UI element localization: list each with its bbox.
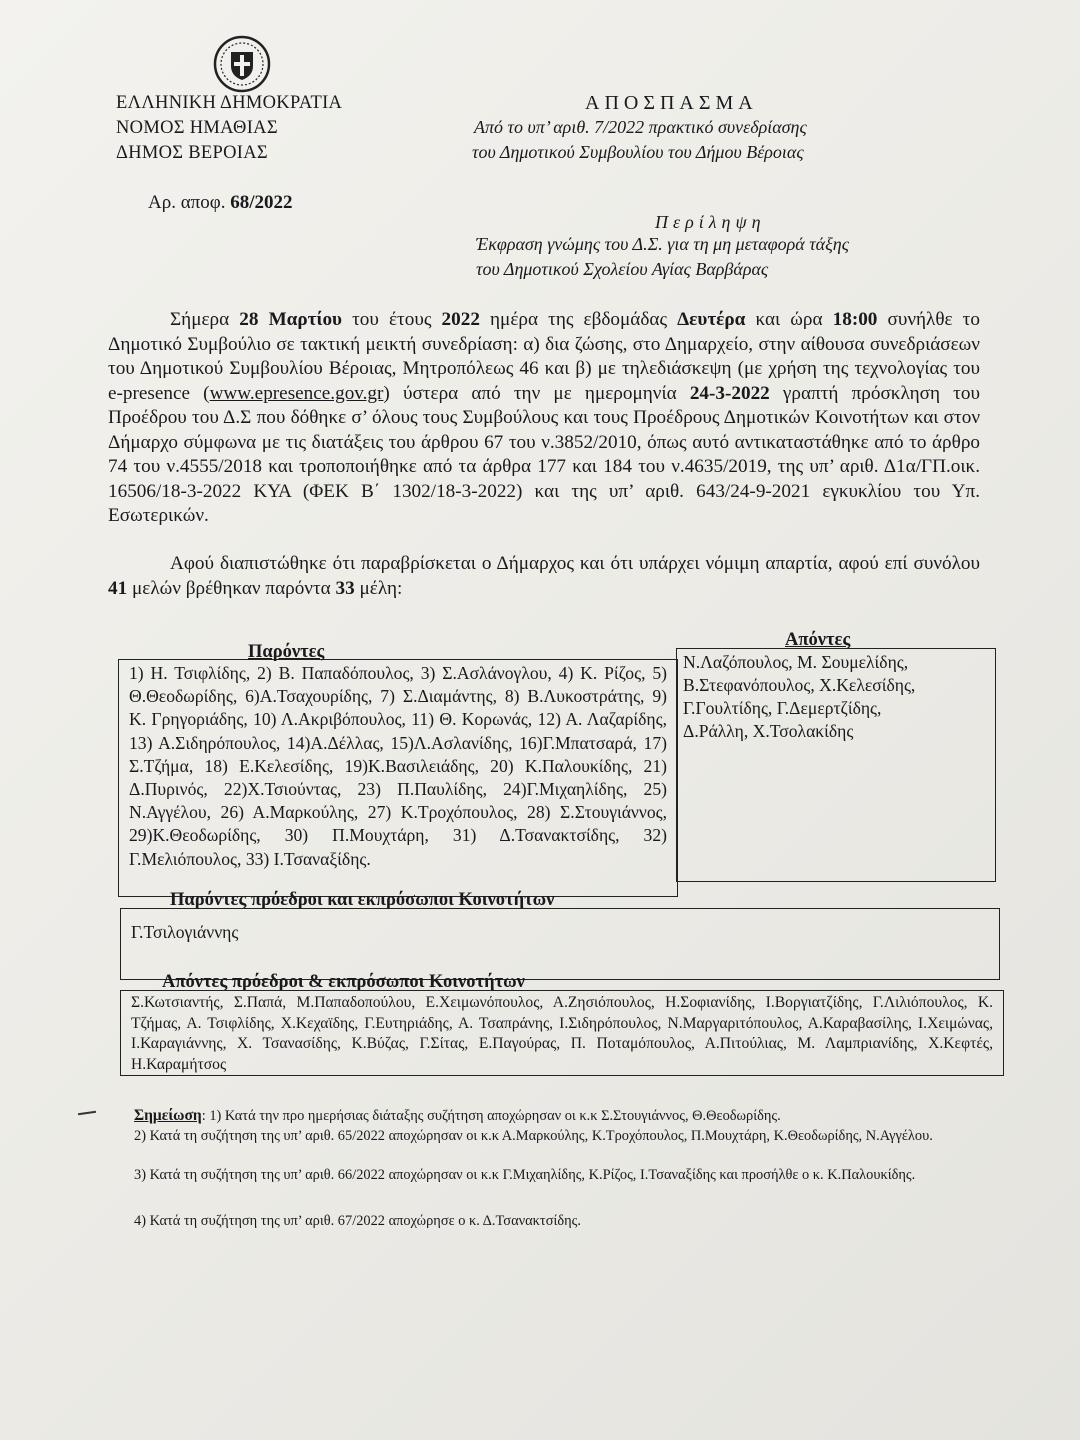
- decision-value: 68/2022: [230, 192, 293, 213]
- communities-present-cell: [120, 908, 1000, 980]
- summary-line-1: Έκφραση γνώμης του Δ.Σ. για τη μη μεταφορά τάξης: [476, 234, 850, 254]
- decision-label: Αρ. αποφ.: [148, 192, 226, 213]
- note-2: 2) Κατά τη συζήτηση της υπ’ αριθ. 65/2022 αποχώρησαν οι κ.κ Α.Μαρκούλης, Κ.Τροχόπουλος, Π.Μουχτάρη, Κ.Θεοδωρίδης, Ν.Αγγέλου.: [134, 1128, 933, 1144]
- note-text: : 1) Κατά την προ ημερήσιας διάταξης συζήτηση αποχώρησαν οι κ.κ Σ.Στουγιάννος, Θ.Θεοδωρίδης.: [201, 1108, 781, 1124]
- present-members-cell: [118, 659, 678, 897]
- communities-absent-cell: [120, 990, 1004, 1076]
- note-3: 3) Κατά τη συζήτηση της υπ’ αριθ. 66/2022 αποχώρησαν οι κ.κ Γ.Μιχαηλίδης, Κ.Ρίζος, Ι.Τσαναξίδης και προσήλθε ο κ. Κ.Παλουκίδης.: [134, 1167, 916, 1183]
- communities-absent-header: Απόντες πρόεδροι & εκπρόσωποι Κοινοτήτων: [162, 972, 525, 992]
- session-day: Δευτέρα: [677, 309, 746, 330]
- session-date: 28 Μαρτίου: [239, 309, 342, 330]
- quorum-paragraph: [108, 552, 980, 601]
- session-paragraph: [108, 308, 980, 529]
- communities-absent-list: Σ.Κωτσιαντής, Σ.Παπά, Μ.Παπαδοπούλου, Ε.Χειμωνόπουλος, Α.Ζησιόπουλος, Η.Σοφιανίδης, Ι.Βοργιατζίδης, Γ.Λιλιόπουλος, Κ. Τζήμας, Α. Τσιφλίδης, Χ.Κεχαϊδης, Γ.Ευτηριάδης, Α. Τσαπράνης, Ι.Σιδηρόπουλος, Ν.Μαργαριτόπουλος, Α.Καραβασίλης, Ι.Χειμώνας, Ι.Καραγιάννης, Χ. Τσανασίδης, Κ.Βύζας, Γ.Σίτας, Ε.Παγούρας, Π. Ποταμόπουλος, Α.Πιτούλιας, Μ. Λαμπριανίδης, Χ.Κεφτές, Η.Καραμήτσος: [131, 994, 993, 1073]
- absent-line: Β.Στεφανόπουλος, Χ.Κελεσίδης,: [683, 675, 916, 695]
- absent-header: Απόντες: [785, 630, 851, 650]
- p1-text: συνήλθε το Δημοτικό Συμβούλιο σε τακτική μεικτή συνεδρίαση: α) δια ζώσης, στο Δημαρχείο, στην αίθουσα συνεδριάσεων του Δημοτικού Συμβουλίου Βέροιας, Μητροπόλεως 46 και β) με τηλεδιάσκεψη (με χρήση της τεχνολογίας του e-presence (: [108, 309, 980, 404]
- header-prefecture: ΝΟΜΟΣ ΗΜΑΘΙΑΣ: [116, 118, 278, 138]
- communities-present-header: Παρόντες πρόεδροι και εκπρόσωποι Κοινοτήτων: [170, 890, 555, 910]
- p2-text: μέλη:: [354, 577, 403, 599]
- header-municipality: ΔΗΜΟΣ ΒΕΡΟΙΑΣ: [116, 143, 268, 163]
- p1-text: ημέρα της εβδομάδας: [479, 309, 678, 330]
- p1-text: ) ύστερα από την με ημερομηνία: [383, 382, 690, 404]
- decision-number: [148, 192, 293, 214]
- p1-text: και ώρα: [745, 309, 833, 330]
- present-members-list: 1) Η. Τσιφλίδης, 2) Β. Παπαδόπουλος, 3) Σ.Ασλάνογλου, 4) Κ. Ρίζος, 5) Θ.Θεοδωρίδης, 6)Α.Τσαχουρίδης, 7) Σ.Διαμάντης, 8) Β.Λυκοστράτης, 9) Κ. Γρηγοριάδης, 10) Λ.Ακριβόπουλος, 11) Θ. Κορωνάς, 12) Α. Λαζαρίδης, 13) Α.Σιδηρόπουλος, 14)Α.Δέλλας, 15)Λ.Ασλανίδης, 16)Γ.Μπατσαρά, 17) Σ.Τζήμα, 18) Ε.Κελεσίδης, 19)Κ.Βασιλειάδης, 20) Κ.Παλουκίδης, 21) Δ.Πυρινός, 22)Χ.Τσιούντας, 23) Π.Παυλίδης, 24)Γ.Μιχαηλίδης, 25) Ν.Αγγέλου, 26) Α.Μαρκούλης, 27) Κ.Τροχόπουλος, 28) Σ.Στουγιάννος, 29)Κ.Θεοδωρίδης, 30) Π.Μουχτάρη, 31) Δ.Τσανακτσίδης, 32) Γ.Μελιόπουλος, 33) Ι.Τσαναξίδης.: [129, 663, 667, 869]
- present-members: 33: [335, 577, 355, 599]
- note-1: [134, 1106, 996, 1127]
- p2-text: Αφού διαπιστώθηκε ότι παραβρίσκεται ο Δήμαρχος και ότι υπάρχει νόμιμη απαρτία, αφού επί συνόλου: [170, 553, 980, 574]
- summary-line-2: του Δημοτικού Σχολείου Αγίας Βαρβάρας: [476, 259, 769, 279]
- coat-of-arms-emblem: [212, 34, 272, 94]
- absent-line: Ν.Λαζόπουλος, Μ. Σουμελίδης,: [683, 652, 909, 672]
- absent-line: Γ.Γουλτίδης, Γ.Δεμερτζίδης,: [683, 698, 882, 718]
- session-year: 2022: [441, 309, 480, 330]
- note-4: 4) Κατά τη συζήτηση της υπ’ αριθ. 67/2022 αποχώρησε ο κ. Δ.Τσανακτσίδης.: [134, 1213, 581, 1229]
- summary-heading: Περίληψη: [655, 212, 766, 232]
- p1-text: Σήμερα: [170, 309, 240, 330]
- communities-present-list: Γ.Τσιλογιάννης: [131, 922, 239, 942]
- absent-members-list: [677, 649, 995, 743]
- present-header: Παρόντες: [248, 642, 325, 662]
- header-country: ΕΛΛΗΝΙΚΗ ΔΗΜΟΚΡΑΤΙΑ: [116, 93, 343, 113]
- council-reference: του Δημοτικού Συμβουλίου του Δήμου Βέροιας: [472, 142, 804, 162]
- epresence-link[interactable]: www.epresence.gov.gr: [209, 382, 384, 404]
- p1-text: του έτους: [342, 309, 442, 330]
- invitation-date: 24-3-2022: [689, 382, 770, 404]
- document-title: ΑΠΟΣΠΑΣΜΑ: [585, 92, 758, 114]
- session-time: 18:00: [832, 309, 878, 330]
- note-label: Σημείωση: [134, 1107, 202, 1124]
- total-members: 41: [108, 577, 128, 599]
- absent-members-cell: [676, 648, 996, 882]
- margin-mark: [78, 1111, 96, 1115]
- p2-text: μελών βρέθηκαν παρόντα: [127, 577, 336, 599]
- p1-text: γραπτή πρόσκληση του Προέδρου του Δ.Σ που δόθηκε σ’ όλους τους Συμβούλους και τους Προέδρους Δημοτικών Κοινοτήτων και στον Δήμαρχο σύμφωνα με τις διατάξεις του άρθρου 67 του ν.3852/2010, όπως αυτό αντικαταστάθηκε από το άρθρο 74 του ν.4555/2018 και τροποποιήθηκε από τα άρθρα 177 και 184 του ν.4635/2019, της υπ’ αριθ. Δ1α/ΓΠ.οικ. 16506/18-3-2022 ΚΥΑ (ΦΕΚ Β΄ 1302/18-3-2022) και της υπ’ αριθ. 643/24-9-2021 εγκυκλίου του Υπ. Εσωτερικών.: [108, 382, 980, 526]
- minutes-reference: Από το υπ’ αριθ. 7/2022 πρακτικό συνεδρίασης: [474, 117, 807, 137]
- absent-line: Δ.Ράλλη, Χ.Τσολακίδης: [683, 721, 854, 741]
